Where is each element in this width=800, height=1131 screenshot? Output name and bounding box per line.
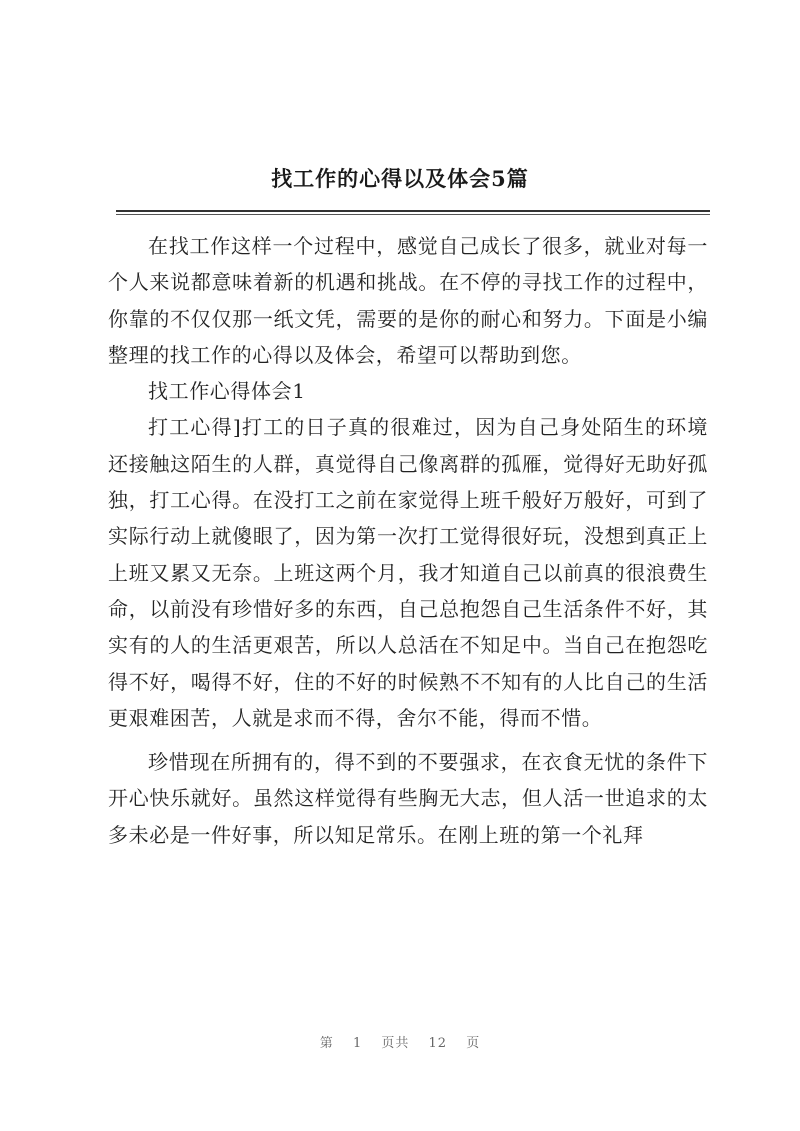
footer-page-number: 1 xyxy=(352,1036,363,1051)
intro-paragraph: 在找工作这样一个过程中，感觉自己成长了很多，就业对每一个人来说都意味着新的机遇和挑战。在不停的寻找工作的过程中，你靠的不仅仅那一纸文凭，需要的是你的耐心和努力。下面是小编整理的找工作的心得以及体会，希望可以帮助到您。 xyxy=(108,234,708,367)
footer-label-pages: 页 xyxy=(466,1036,481,1051)
body-paragraph: 打工心得]打工的日子真的很难过，因为自己身处陌生的环境还接触这陌生的人群，真觉得自己像离群的孤雁，觉得好无助好孤独，打工心得。在没打工之前在家觉得上班千般好万般好，可到了实际行动上就傻眼了，因为第一次打工觉得很好玩，没想到真正上上班又累又无奈。上班这两个月，我才知道自己以前真的很浪费生命，以前没有珍惜好多的东西，自己总抱怨自己生活条件不好，其实有的人的生活更艰苦，所以人总活在不知足中。当自己在抱怨吃得不好，喝得不好，住的不好的时候熟不不知有的人比自己的生活更艰难困苦，人就是求而不得，舍尔不能，得而不惜。 xyxy=(108,415,708,730)
title-divider xyxy=(116,210,710,212)
title-divider-thin xyxy=(116,214,710,215)
body-paragraph: 珍惜现在所拥有的，得不到的不要强求，在衣食无忧的条件下开心快乐就好。虽然这样觉得有些胸无大志，但人活一世追求的太多未必是一件好事，所以知足常乐。在刚上班的第一个礼拜 xyxy=(108,750,708,847)
page-footer xyxy=(0,1032,800,1051)
document-body xyxy=(108,228,708,853)
document-title: 找工作的心得以及体会5篇 xyxy=(271,166,529,191)
footer-label-of: 页共 xyxy=(381,1036,410,1051)
footer-total-pages: 12 xyxy=(428,1036,448,1051)
footer-label-page: 第 xyxy=(319,1036,334,1051)
section-heading: 找工作心得体会1 xyxy=(148,379,306,404)
